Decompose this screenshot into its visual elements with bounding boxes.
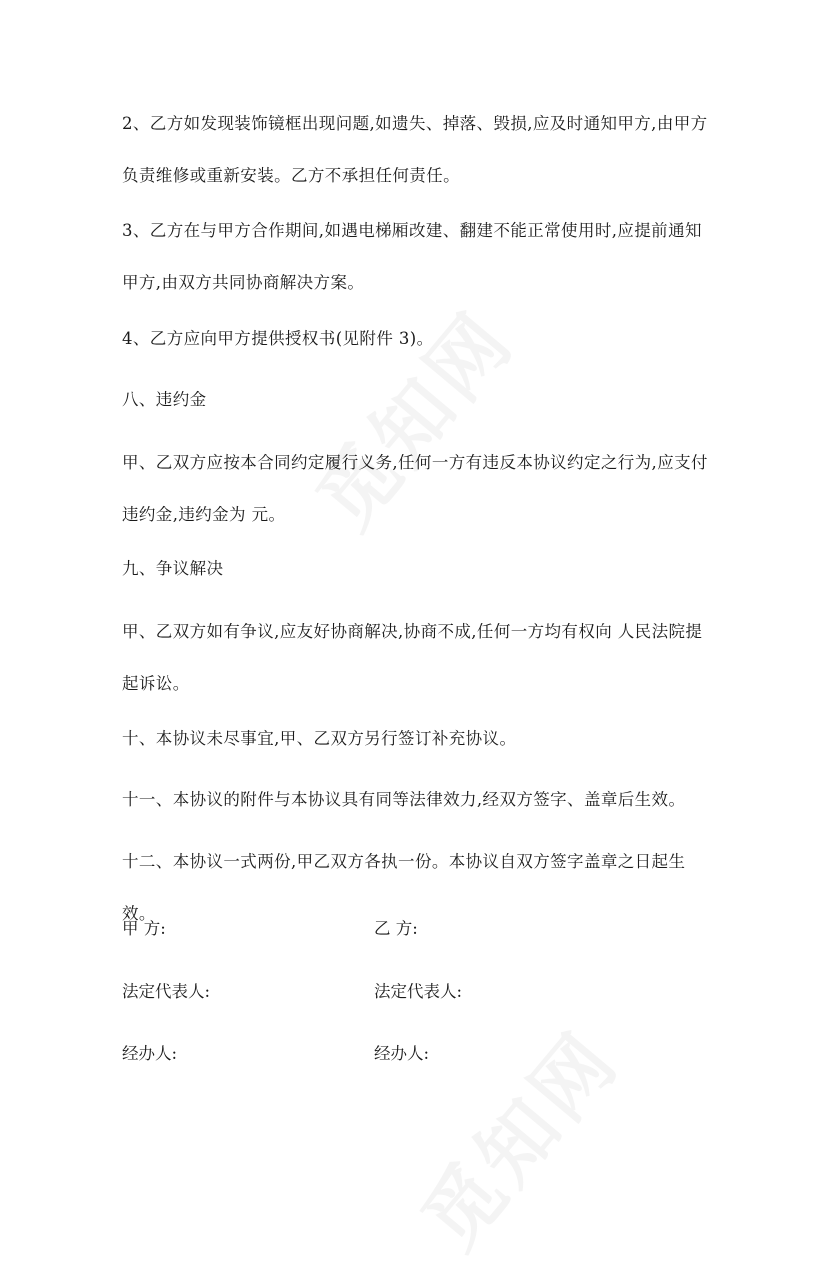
legal-rep-a-label: 法定代表人: xyxy=(122,982,211,1001)
section-heading-liquidated-damages: 八、违约金 xyxy=(122,390,207,409)
handler-a-label: 经办人: xyxy=(122,1044,178,1063)
section-heading-dispute: 九、争议解决 xyxy=(122,559,224,578)
party-a-label: 甲 方: xyxy=(122,919,166,938)
party-b-label: 乙 方: xyxy=(374,919,418,938)
handler-b-label: 经办人: xyxy=(374,1044,430,1063)
clause-eleven: 十一、本协议的附件与本协议具有同等法律效力,经双方签字、盖章后生效。 xyxy=(122,790,686,809)
clause-3: 3、乙方在与甲方合作期间,如遇电梯厢改建、翻建不能正常使用时,应提前通知甲方,由双方共同协商解决方案。 xyxy=(122,221,702,292)
liquidated-damages-text: 甲、乙双方应按本合同约定履行义务,任何一方有违反本协议约定之行为,应支付违约金,违约金为 元。 xyxy=(122,453,708,524)
clause-4: 4、乙方应向甲方提供授权书(见附件 3)。 xyxy=(122,329,434,348)
watermark xyxy=(392,1003,640,1268)
clause-2: 2、乙方如发现装饰镜框出现问题,如遗失、掉落、毁损,应及时通知甲方,由甲方负责维修或重新安装。乙方不承担任何责任。 xyxy=(122,114,708,185)
legal-rep-b-label: 法定代表人: xyxy=(374,982,463,1001)
clause-twelve: 十二、本协议一式两份,甲乙双方各执一份。本协议自双方签字盖章之日起生效。 xyxy=(122,852,686,923)
clause-ten: 十、本协议未尽事宜,甲、乙双方另行签订补充协议。 xyxy=(122,729,517,748)
dispute-text: 甲、乙双方如有争议,应友好协商解决,协商不成,任何一方均有权向 人民法院提起诉讼。 xyxy=(122,622,703,693)
